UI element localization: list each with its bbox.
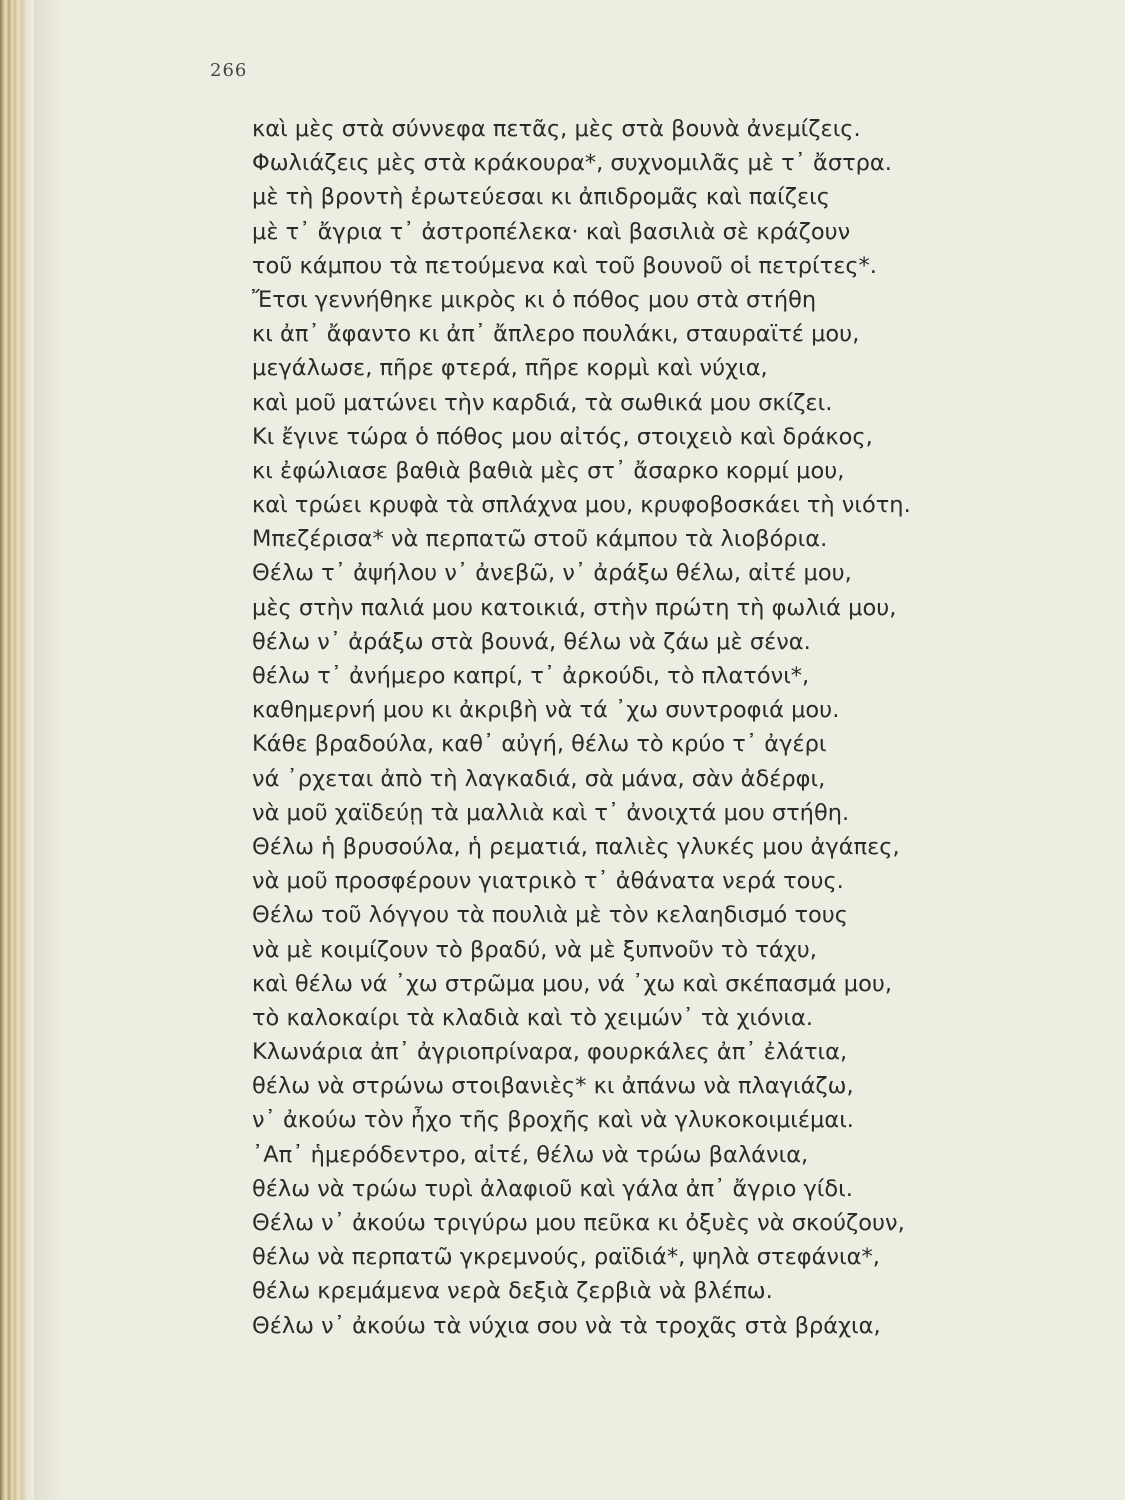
poem-line: κι ἐφώλιασε βαθιὰ βαθιὰ μὲς στ᾿ ἄσαρκο κορμί μου,: [252, 457, 845, 484]
poem-line: ᾿Απ᾿ ἡμερόδεντρο, αἰτέ, θέλω νὰ τρώω βαλάνια,: [252, 1141, 809, 1168]
poem-line: καὶ μὲς στὰ σύννεφα πετᾶς, μὲς στὰ βουνὰ ἀνεμίζεις.: [252, 116, 861, 142]
poem-line: θέλω νὰ τρώω τυρὶ ἀλαφιοῦ καὶ γάλα ἀπ᾿ ἄγριο γίδι.: [252, 1175, 853, 1202]
poem-line: κι ἀπ᾿ ἄφαντο κι ἀπ᾿ ἄπλερο πουλάκι, σταυραϊτέ μου,: [252, 321, 860, 348]
poem-line: μὲς στὴν παλιά μου κατοικιά, στὴν πρώτη τὴ φωλιά μου,: [252, 594, 897, 621]
poem-line: μεγάλωσε, πῆρε φτερά, πῆρε κορμὶ καὶ νύχια,: [252, 355, 768, 382]
poem-line: νὰ μὲ κοιμίζουν τὸ βραδύ, νὰ μὲ ξυπνοῦν τὸ τάχυ,: [252, 936, 817, 963]
poem-line: νά ᾿ρχεται ἀπὸ τὴ λαγκαδιά, σὰ μάνα, σὰν ἀδέρφι,: [252, 765, 826, 792]
poem-line: Ἔτσι γεννήθηκε μικρὸς κι ὁ πόθος μου στὰ στήθη: [252, 286, 817, 313]
poem-line: τὸ καλοκαίρι τὰ κλαδιὰ καὶ τὸ χειμών᾿ τὰ χιόνια.: [252, 1004, 813, 1031]
poem-line: Μπεζέρισα* νὰ περπατῶ στοῦ κάμπου τὰ λιοβόρια.: [252, 526, 828, 553]
poem-line: Κλωνάρια ἀπ᾿ ἀγριοπρίναρα, φουρκάλες ἀπ᾿ ἐλάτια,: [252, 1039, 848, 1066]
poem-line: νὰ μοῦ προσφέρουν γιατρικὸ τ᾿ ἀθάνατα νερά τους.: [252, 868, 844, 895]
poem-line: μὲ τ᾿ ἄγρια τ᾿ ἀστροπέλεκα· καὶ βασιλιὰ σὲ κράζουν: [252, 218, 851, 245]
poem-line: θέλω νὰ στρώνω στοιβανιὲς* κι ἀπάνω νὰ πλαγιάζω,: [252, 1073, 854, 1100]
poem-line: καὶ θέλω νά ᾿χω στρῶμα μου, νά ᾿χω καὶ σκέπασμά μου,: [252, 970, 893, 997]
poem-line: καὶ τρώει κρυφὰ τὰ σπλάχνα μου, κρυφοβοσκάει τὴ νιότη.: [252, 492, 911, 519]
poem-line: καὶ μοῦ ματώνει τὴν καρδιά, τὰ σωθικά μου σκίζει.: [252, 389, 833, 416]
poem-line: θέλω ν᾿ ἀράξω στὰ βουνά, θέλω νὰ ζάω μὲ σένα.: [252, 628, 811, 655]
page-binding-edge: [0, 0, 34, 1500]
poem-line: Θέλω τοῦ λόγγου τὰ πουλιὰ μὲ τὸν κελαηδισμό τους: [252, 902, 848, 929]
poem-line: Θέλω τ᾿ ἀψήλου ν᾿ ἀνεβῶ, ν᾿ ἀράξω θέλω, αἰτέ μου,: [252, 560, 852, 587]
poem-line: μὲ τὴ βροντὴ ἐρωτεύεσαι κι ἀπιδρομᾶς καὶ παίζεις: [252, 184, 830, 211]
poem-line: θέλω τ᾿ ἀνήμερο καπρί, τ᾿ ἀρκούδι, τὸ πλατόνι*,: [252, 663, 810, 689]
poem-line: ν᾿ ἀκούω τὸν ἦχο τῆς βροχῆς καὶ νὰ γλυκοκοιμιέμαι.: [252, 1107, 854, 1134]
poem-line: Κι ἔγινε τώρα ὁ πόθος μου αἰτός, στοιχειὸ καὶ δράκος,: [252, 423, 873, 450]
page-gutter-shadow: [34, 0, 64, 1500]
poem-line: Φωλιάζεις μὲς στὰ κράκουρα*, συχνομιλᾶς μὲ τ᾿ ἄστρα.: [252, 150, 892, 177]
poem-line: νὰ μοῦ χαϊδεύῃ τὰ μαλλιὰ καὶ τ᾿ ἀνοιχτά μου στήθη.: [252, 799, 850, 826]
poem-text: [252, 112, 1032, 1343]
poem-line: Κάθε βραδούλα, καθ᾿ αὐγή, θέλω τὸ κρύο τ᾿ ἀγέρι: [252, 731, 827, 758]
poem-line: θέλω κρεμάμενα νερὰ δεξιὰ ζερβιὰ νὰ βλέπω.: [252, 1278, 773, 1305]
poem-line: Θέλω ν᾿ ἀκούω τὰ νύχια σου νὰ τὰ τροχᾶς στὰ βράχια,: [252, 1312, 881, 1339]
poem-line: Θέλω ἡ βρυσούλα, ἡ ρεματιά, παλιὲς γλυκές μου ἀγάπες,: [252, 833, 900, 860]
poem-line: θέλω νὰ περπατῶ γκρεμνούς, ραϊδιά*, ψηλὰ στεφάνια*,: [252, 1244, 880, 1271]
poem-line: καθημερνή μου κι ἀκριβὴ νὰ τά ᾿χω συντροφιά μου.: [252, 697, 840, 724]
page-number: 266: [210, 60, 248, 81]
poem-line: τοῦ κάμπου τὰ πετούμενα καὶ τοῦ βουνοῦ οἱ πετρίτες*.: [252, 252, 877, 279]
poem-line: Θέλω ν᾿ ἀκούω τριγύρω μου πεῦκα κι ὀξυὲς νὰ σκούζουν,: [252, 1210, 905, 1236]
